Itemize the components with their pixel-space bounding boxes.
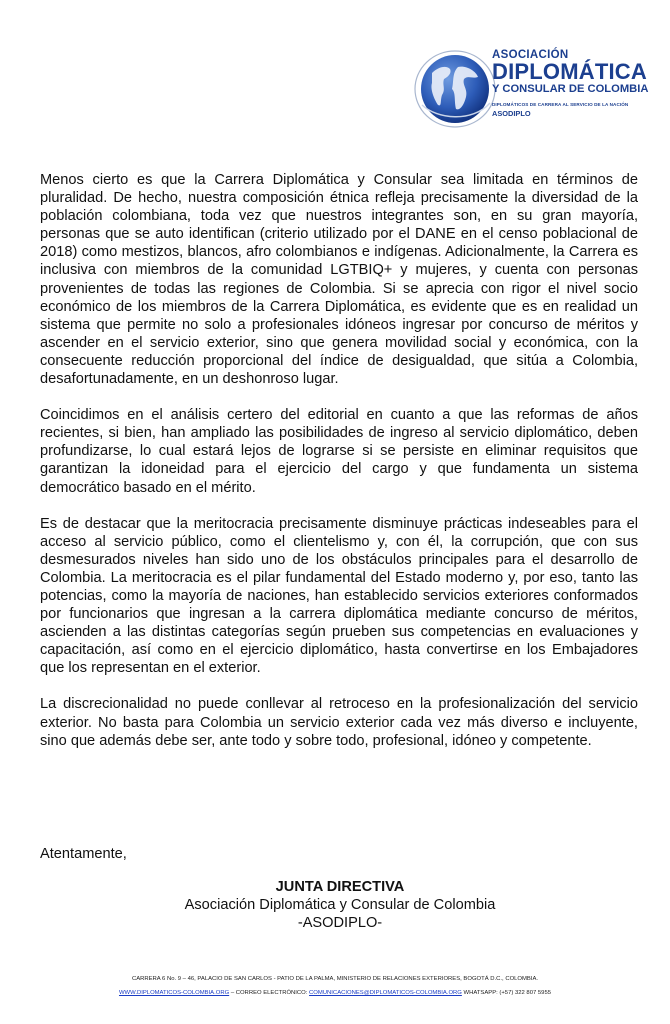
logo-line-asociacion: ASOCIACIÓN (492, 49, 569, 61)
whatsapp-number: WHATSAPP: (+57) 322 807 5955 (463, 990, 551, 996)
paragraph-2: Coincidimos en el análisis certero del editorial en cuanto a que las reformas de años recientes, si bien, han ampliado las posibilidades de ingreso al servicio diplomático, deben profundizarse, lo cual estará lejos de lograrse si se persiste en eliminar requisitos que garantizan la idoneidad para el ejercicio del cargo y que fundamenta un sistema democrático basado en el mérito. (40, 407, 638, 496)
email-label: – CORREO ELECTRÓNICO: (230, 990, 308, 996)
signature-title: JUNTA DIRECTIVA (275, 879, 405, 895)
footer (0, 972, 670, 1000)
logo-short-name: ASODIPLO (492, 109, 531, 118)
letterhead-logo (412, 45, 649, 131)
logo-line-consular: Y CONSULAR DE COLOMBIA (492, 83, 649, 95)
closing-salutation: Atentamente, (40, 846, 127, 862)
logo-line-diplomatica: DIPLOMÁTICA (492, 59, 647, 84)
email-link[interactable]: COMUNICACIONES@DIPLOMATICOS-COLOMBIA.ORG (309, 990, 462, 996)
signature-short-name: -ASODIPLO- (297, 915, 383, 931)
signature-organization: Asociación Diplomática y Consular de Colombia (184, 897, 496, 913)
paragraph-3: Es de destacar que la meritocracia precisamente disminuye prácticas indeseables para el acceso al servicio público, como el clientelismo y, con él, la corrupción, que con sus desmesurados niveles han sido uno de los obstáculos principales para el desarrollo de Colombia. La meritocracia es el pilar fundamental del Estado moderno y, por eso, tanto las potencias, como la mayoría de naciones, han establecido servicios exteriores conformados por funcionarios que ingresan a la carrera diplomática mediante concurso de méritos, ascienden a las distintas categorías según prueben sus competencias en evaluaciones y capacitación, así como en el ejercicio diplomático, hasta convertirse en los Embajadores que los representan en el exterior. (40, 515, 638, 677)
signature-block (120, 878, 560, 932)
letter-body (40, 171, 638, 750)
footer-address: CARRERA 6 No. 9 – 46, PALACIO DE SAN CARLOS - PATIO DE LA PALMA, MINISTERIO DE RELACIONES EXTERIORES, BOGOTÁ D.C., COLOMBIA. (131, 976, 539, 982)
paragraph-4: La discrecionalidad no puede conllevar al retroceso en la profesionalización del servicio exterior. No basta para Colombia un servicio exterior cada vez más diverso e incluyente, sino que además debe ser, ante todo y sobre todo, profesional, idóneo y competente. (40, 696, 638, 749)
globe-icon (412, 45, 498, 131)
footer-contact (0, 986, 670, 1000)
logo-tagline: DIPLOMÁTICOS DE CARRERA AL SERVICIO DE LA NACIÓN (492, 102, 629, 107)
website-link[interactable]: WWW.DIPLOMATICOS-COLOMBIA.ORG (118, 990, 230, 996)
paragraph-1: Menos cierto es que la Carrera Diplomática y Consular sea limitada en términos de pluralidad. De hecho, nuestra composición étnica refleja precisamente la diversidad de la población colombiana, toda vez que nuestros integrantes son, en su gran mayoría, personas que se auto identifican (criterio utilizado por el DANE en el censo poblacional de 2018) como mestizos, blancos, afro colombianos e indígenas. Adicionalmente, la Carrera es inclusiva con miembros de la comunidad LGTBIQ+ y mujeres, y cuenta con personas provenientes de todas las regiones de Colombia. Si se aprecia con rigor el nivel socio económico de los miembros de la Carrera Diplomática, es evidente que es en realidad un sistema que permite no solo a profesionales idóneos ingresar por concurso de méritos y ascender en el servicio exterior, sino que genera movilidad social y económica, con la consecuente reducción proporcional del índice de desigualdad, que sitúa a Colombia, desafortunadamente, en un deshonroso lugar. (40, 172, 638, 388)
